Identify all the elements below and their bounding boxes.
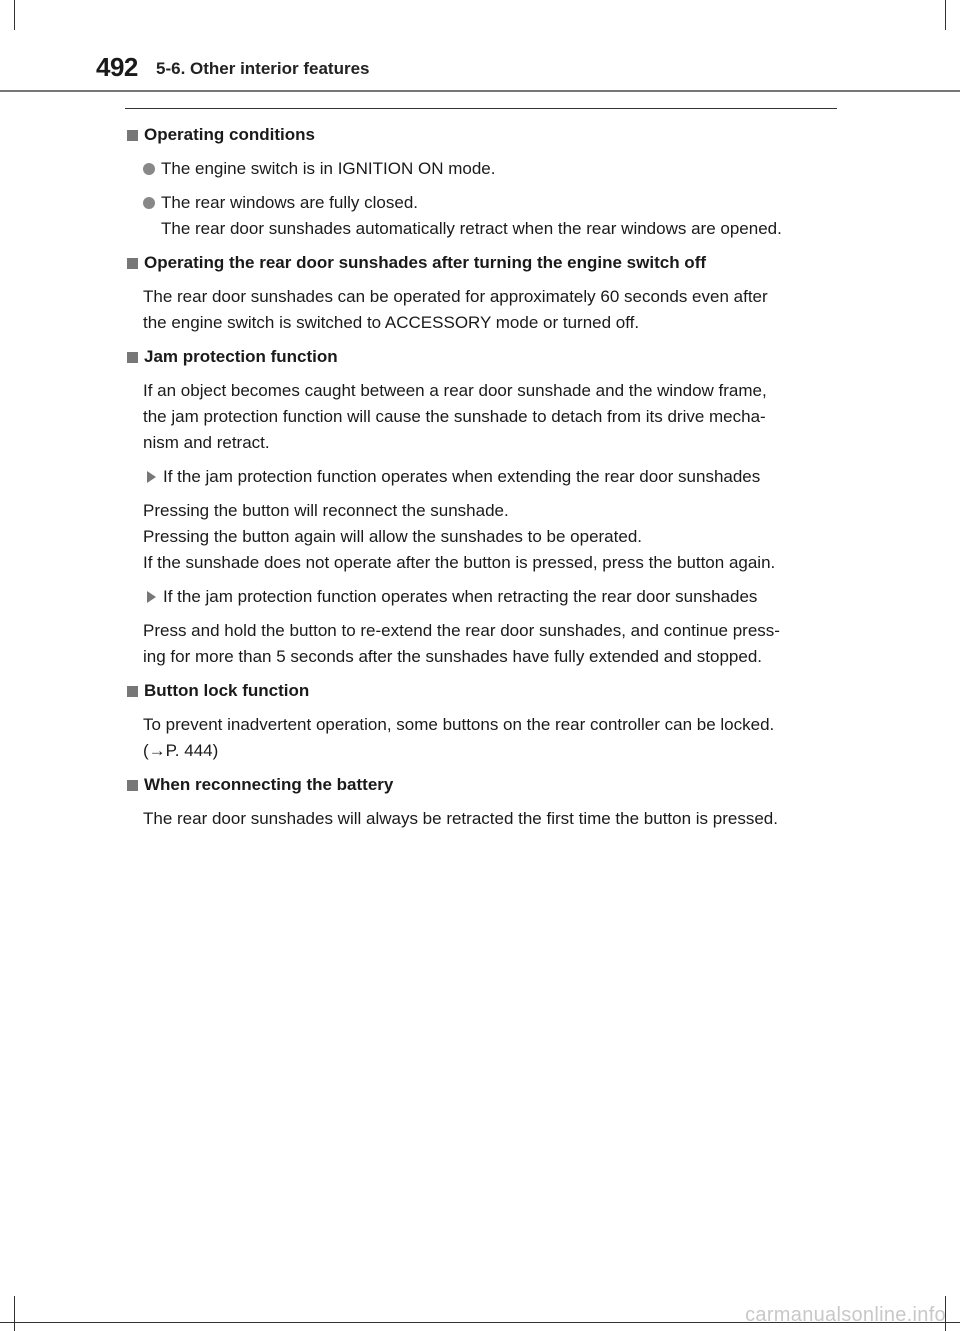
section-heading: Button lock function [125,678,840,704]
crop-mark [945,0,946,30]
paragraph: If an object becomes caught between a rear door sunshade and the window frame, the jam protection function will cause the sunshade to detach from its drive mecha- nism and retract. [143,381,767,452]
subsection-heading: If the jam protection function operates when extending the rear door sunshades [145,464,840,490]
page-content [125,122,840,840]
section-heading: Jam protection function [125,344,840,370]
paragraph: Pressing the button will reconnect the sunshade. Pressing the button again will allow the sunshades to be operated. If the sunshade does not operate after the button is pressed, press the button again. [143,501,776,572]
list-item: The engine switch is in IGNITION ON mode. [143,156,840,182]
section-title: 5-6. Other interior features [156,59,370,78]
list-item: The rear windows are fully closed. The rear door sunshades automatically retract when the rear windows are opened. [143,190,840,242]
watermark: carmanualsonline.info [745,1304,946,1326]
subsection-heading: If the jam protection function operates when retracting the rear door sunshades [145,584,840,610]
paragraph: Press and hold the button to re-extend the rear door sunshades, and continue press- ing for more than 5 seconds after the sunshades have fully extended and stopped. [143,621,780,666]
square-bullet-icon [127,780,138,791]
content-divider [125,108,837,109]
header-divider [0,90,960,92]
triangle-bullet-icon [147,591,156,603]
square-bullet-icon [127,130,138,141]
paragraph: The rear door sunshades will always be retracted the first time the button is pressed. [143,809,778,828]
page-footer [0,1301,960,1331]
crop-mark [14,0,15,30]
circle-bullet-icon [143,197,155,209]
section-heading: Operating conditions [125,122,840,148]
paragraph: The rear door sunshades can be operated for approximately 60 seconds even after the engine switch is switched to ACCESSORY mode or turned off. [143,287,768,332]
triangle-bullet-icon [147,471,156,483]
square-bullet-icon [127,258,138,269]
section-heading: When reconnecting the battery [125,772,840,798]
square-bullet-icon [127,686,138,697]
paragraph: To prevent inadvertent operation, some buttons on the rear controller can be locked. (→P. 444) [143,712,840,764]
page-reference: (→P. 444) [143,741,219,760]
page-number: 492 [96,52,138,82]
section-heading: Operating the rear door sunshades after turning the engine switch off [125,250,840,276]
page-header [96,52,896,88]
square-bullet-icon [127,352,138,363]
circle-bullet-icon [143,163,155,175]
